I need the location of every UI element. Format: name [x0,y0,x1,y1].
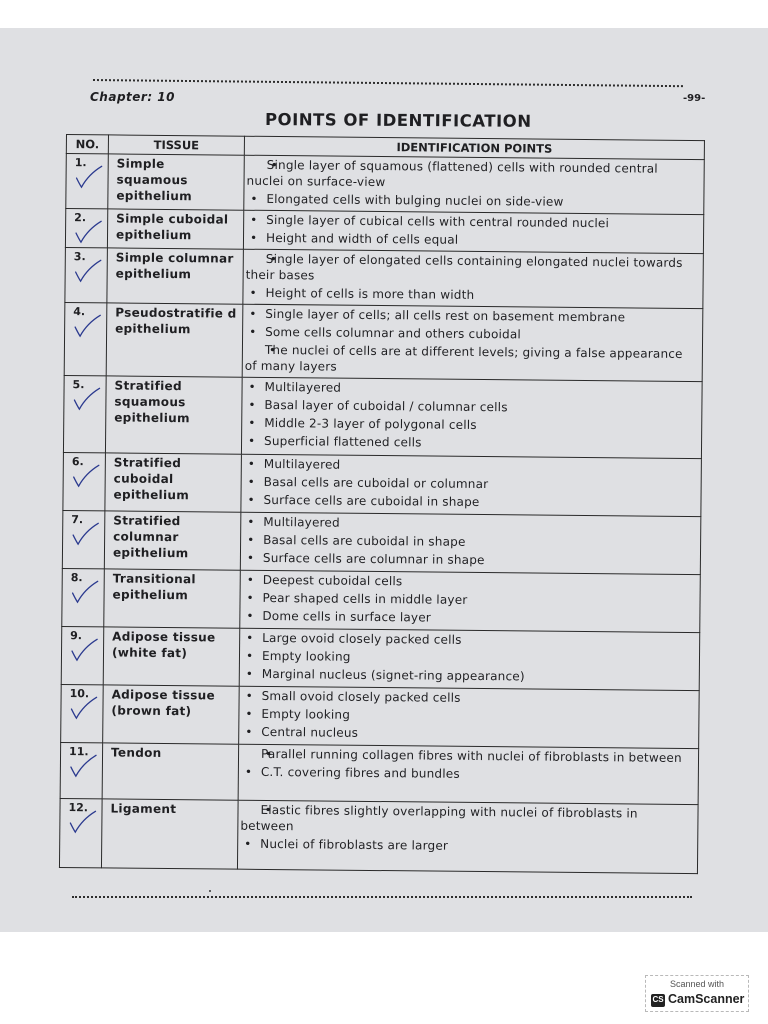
identification-points [243,249,704,308]
tissue-name: Transitional epithelium [104,569,241,628]
table-row [60,742,699,804]
bottom-dotted-rule [72,896,692,898]
list-item: • Basal cells are cuboidal in shape [263,532,694,552]
points-list [240,802,691,856]
row-number [66,154,109,209]
tissue-name: Simple columnar epithelium [107,248,244,304]
identification-points [241,454,702,516]
identification-points [240,570,701,632]
tissue-name: Stratified columnar epithelium [104,511,241,570]
identification-points [237,800,698,873]
list-item: • Empty looking [261,706,692,726]
identification-table-wrapper [59,134,704,875]
row-number [59,798,102,867]
points-list [263,514,694,570]
list-item: • Deepest cuboidal cells [263,572,694,592]
logo-text: CS [652,995,664,1004]
tissue-name: Adipose tissue (brown fat) [103,685,240,744]
list-item: • Height and width of cells equal [266,230,697,250]
list-item: • Empty looking [262,648,693,668]
table-body [59,154,704,874]
list-item: • Pear shaped cells in middle layer [262,590,693,610]
column-header-identification-points: IDENTIFICATION POINTS [244,136,704,159]
list-item: • Single layer of elongated cells containing elongated nuclei towards their bases [246,251,697,287]
row-number [63,452,106,510]
tissue-name: Tendon [102,743,239,800]
row-number [65,209,107,248]
list-item: • Middle 2-3 layer of polygonal cells [264,415,695,435]
table-row [61,684,700,748]
points-list [266,212,697,250]
row-number-text: 6. [71,455,84,469]
row-number-text: 12. [68,801,89,815]
identification-points [244,155,705,214]
column-header-tissue: TISSUE [108,135,244,155]
row-number-text: 8. [70,571,83,585]
row-number-text: 4. [73,305,86,319]
points-list [261,688,692,744]
table-row [65,247,703,308]
table-row [59,798,698,873]
row-number-text: 2. [74,211,87,225]
stray-mark [209,890,211,892]
row-number [60,742,103,798]
chapter-label: Chapter: 10 [90,90,176,104]
list-item: • Surface cells are cuboidal in shape [263,492,694,512]
list-item: • Small ovoid closely packed cells [262,688,693,708]
points-list [244,306,697,378]
table-row [62,568,701,632]
list-item: • Multilayered [264,456,695,476]
row-number-text: 1. [74,156,87,170]
watermark-brand: CamScanner [668,992,745,1006]
table-row [64,302,703,381]
identification-points [238,744,699,804]
list-item: • Central nucleus [261,724,692,744]
tissue-name: Adipose tissue (white fat) [103,627,240,686]
row-number [62,568,105,626]
page-number: -99- [683,93,706,104]
list-item: • Single layer of cubical cells with central rounded nuclei [266,212,697,232]
identification-table [59,134,705,874]
tissue-name: Simple cuboidal epithelium [107,209,243,249]
row-number-text: 11. [69,745,89,759]
identification-points [239,628,700,690]
list-item: • Superficial flattened cells [264,433,695,453]
row-number [65,247,108,302]
row-number-text: 7. [71,513,84,527]
list-item: • Elongated cells with bulging nuclei on side-view [266,191,697,211]
table-row [63,375,702,458]
table-row [63,452,702,516]
list-item: • Height of cells is more than width [265,285,696,305]
points-list [261,746,692,784]
watermark-caption: Scanned with [669,979,725,989]
list-item: • Basal layer of cuboidal / columnar cells [264,397,695,417]
points-list [245,251,696,305]
list-item: • Some cells columnar and others cuboidal [265,324,696,344]
points-list [262,572,693,628]
row-number [61,684,104,742]
tissue-name: Stratified squamous epithelium [105,376,242,454]
list-item: • Elastic fibres slightly overlapping with nuclei of fibroblasts in between [240,802,691,838]
tissue-name: Stratified cuboidal epithelium [105,453,242,512]
camscanner-watermark [645,975,749,1012]
row-number [63,375,106,452]
list-item: • Marginal nucleus (signet-ring appearance) [262,666,693,686]
points-list [262,630,693,686]
list-item: • Parallel running collagen fibres with nuclei of fibroblasts in between [241,746,692,766]
list-item: • C.T. covering fibres and bundles [261,764,692,784]
identification-points [240,512,701,574]
table-row [61,626,700,690]
list-item: • Nuclei of fibroblasts are larger [260,836,691,856]
list-item: • Single layer of squamous (flattened) cells with rounded central nuclei on surface-view [246,157,697,193]
list-item: • Dome cells in surface layer [262,608,693,628]
list-item: • Surface cells are columnar in shape [263,550,694,570]
points-list [246,157,697,211]
list-item: • Multilayered [265,379,696,399]
row-number [61,626,104,684]
tissue-name: Simple squamous epithelium [108,154,245,210]
identification-points [241,377,702,458]
list-item: • Multilayered [263,514,694,534]
table-row [62,510,701,574]
identification-points [243,210,703,253]
camscanner-logo-icon [651,994,665,1007]
identification-points [242,304,703,381]
table-row [65,209,703,254]
column-header-no: NO. [66,135,108,154]
row-number [64,302,107,375]
row-number-text: 10. [69,687,90,701]
row-number-text: 3. [73,250,86,264]
list-item: • The nuclei of cells are at different levels; giving a false appearance of many layers [245,342,696,378]
row-number [62,510,105,568]
row-number-text: 5. [72,378,85,392]
tissue-name: Pseudostratifie d epithelium [106,303,243,377]
page-title: POINTS OF IDENTIFICATION [264,110,532,131]
list-item: • Basal cells are cuboidal or columnar [264,474,695,494]
points-list [264,379,696,453]
row-number-text: 9. [70,629,83,643]
points-list [263,456,694,512]
list-item: • Large ovoid closely packed cells [262,630,693,650]
tissue-name: Ligament [101,799,238,869]
table-row [66,154,704,215]
identification-points [239,686,700,748]
list-item: • Single layer of cells; all cells rest on basement membrane [265,306,696,326]
